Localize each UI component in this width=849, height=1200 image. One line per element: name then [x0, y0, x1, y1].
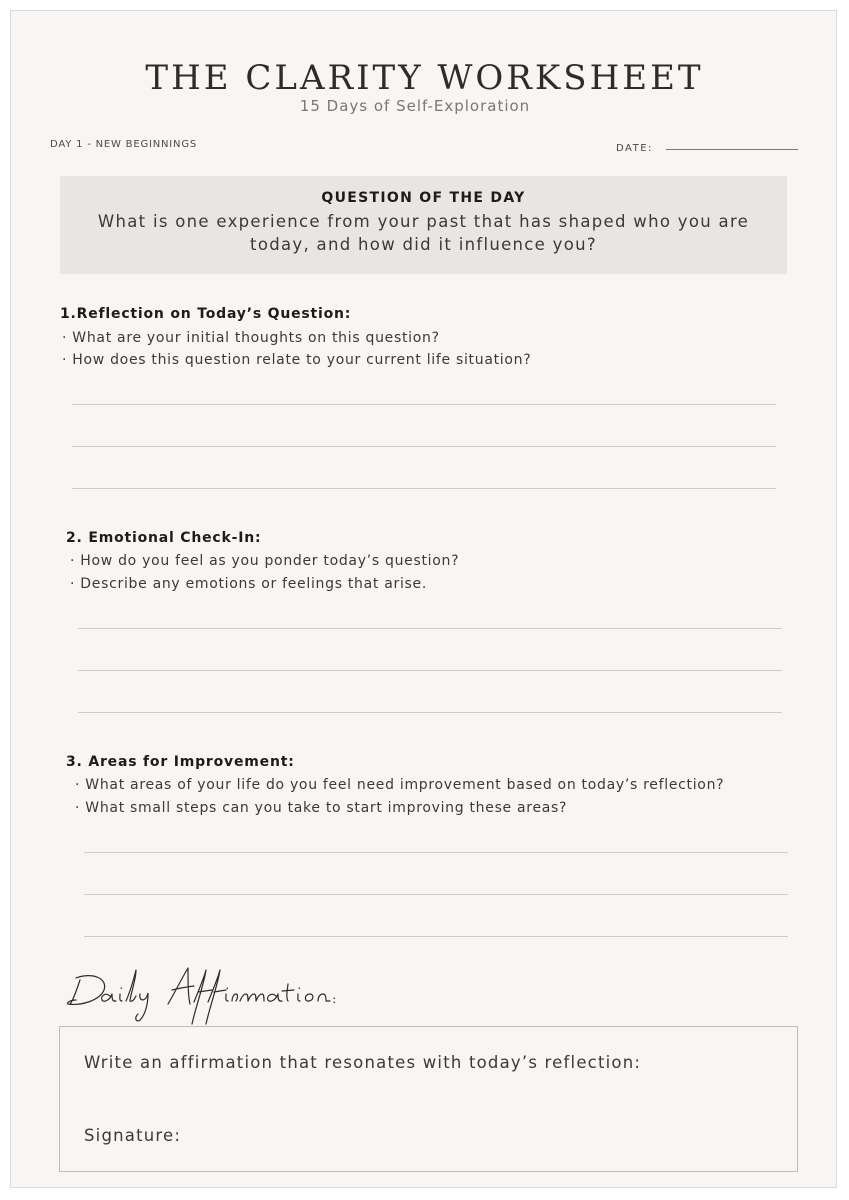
day-label: DAY 1 - NEW BEGINNINGS [50, 139, 198, 150]
date-input-line[interactable] [666, 149, 798, 150]
signature-label: Signature: [84, 1126, 182, 1145]
writing-line[interactable] [84, 852, 788, 853]
daily-affirmation-script-heading [66, 958, 386, 1030]
writing-line[interactable] [84, 894, 788, 895]
section-reflection-bullet: · How does this question relate to your current life situation? [62, 352, 532, 368]
question-of-the-day-text: What is one experience from your past that has shaped who you are today, and how did it influence you? [97, 212, 750, 254]
worksheet-title: THE CLARITY WORKSHEET [145, 58, 704, 98]
writing-line[interactable] [72, 404, 776, 405]
affirmation-box[interactable] [59, 1026, 798, 1172]
section-emotional-bullet: · Describe any emotions or feelings that arise. [70, 576, 428, 592]
writing-line[interactable] [84, 936, 788, 937]
section-improvement-bullet: · What small steps can you take to start improving these areas? [75, 800, 568, 816]
section-improvement-heading: 3. Areas for Improvement: [66, 754, 295, 770]
date-label: DATE: [616, 143, 653, 154]
writing-line[interactable] [78, 670, 782, 671]
section-emotional-heading: 2. Emotional Check-In: [66, 530, 262, 546]
writing-line[interactable] [72, 446, 776, 447]
worksheet-subtitle: 15 Days of Self-Exploration [299, 97, 531, 115]
section-emotional-bullet: · How do you feel as you ponder today’s question? [70, 553, 460, 569]
writing-line[interactable] [72, 488, 776, 489]
question-of-the-day-box [60, 176, 787, 274]
section-reflection-bullet: · What are your initial thoughts on this question? [62, 330, 440, 346]
section-improvement-bullet: · What areas of your life do you feel need improvement based on today’s reflection? [75, 777, 725, 793]
affirmation-prompt: Write an affirmation that resonates with today’s reflection: [84, 1053, 642, 1072]
question-of-the-day-heading: QUESTION OF THE DAY [321, 190, 526, 206]
section-reflection-heading: 1.Reflection on Today’s Question: [60, 306, 352, 322]
writing-line[interactable] [78, 628, 782, 629]
writing-line[interactable] [78, 712, 782, 713]
